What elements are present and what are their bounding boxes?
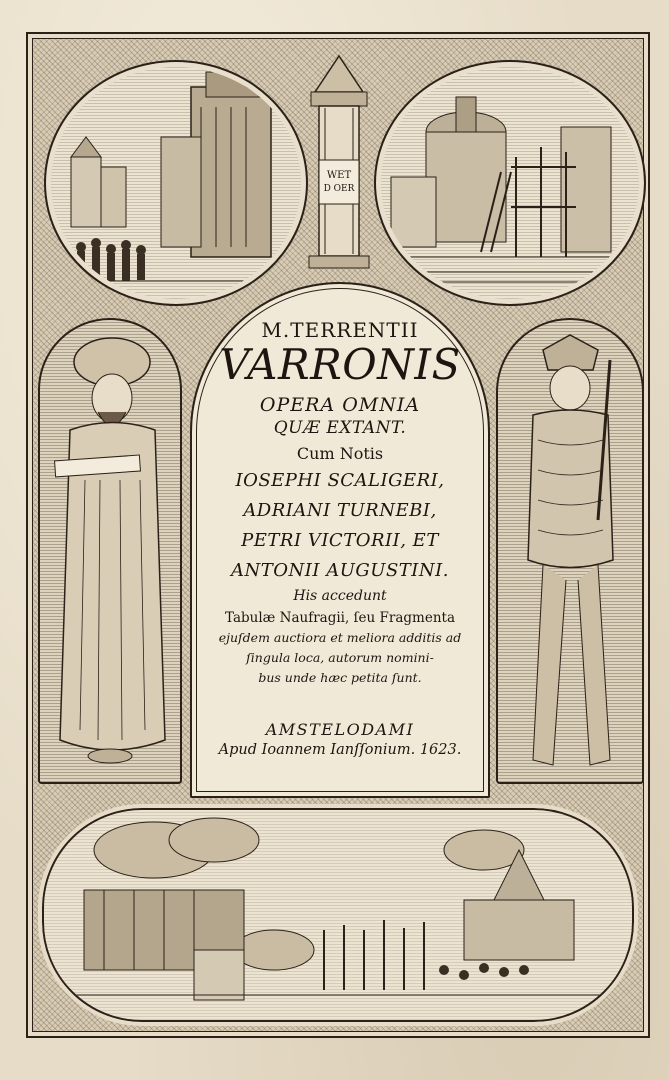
description-line-3: ſingula loca, autorum nomini- <box>246 650 434 665</box>
imprint-place: AMSTELODAMI <box>265 720 415 739</box>
right-niche-soldier <box>496 318 644 784</box>
soldier-figure <box>498 320 642 782</box>
battle-scene-illustration <box>44 810 632 1020</box>
medallion-city-scene-left <box>46 62 306 304</box>
column-inscription-line1: WET <box>326 170 352 181</box>
accedunt-line: His accedunt <box>293 588 387 604</box>
commentator-4: ANTONII AUGUSTINI. <box>231 560 449 581</box>
column-illustration <box>305 52 373 270</box>
commentator-1: IOSEPHI SCALIGERI, <box>235 470 445 491</box>
medallion-tower-scene-right <box>376 62 644 304</box>
tower-scene-illustration <box>381 67 639 299</box>
central-column <box>305 52 373 270</box>
description-line-1: Tabulæ Naufragii, ſeu Fragmenta <box>225 610 455 626</box>
work-title: OPERA OMNIA <box>259 394 421 416</box>
work-subtitle: QUÆ EXTANT. <box>273 418 407 438</box>
commentator-3: PETRI VICTORII, ET <box>241 530 439 551</box>
column-inscription-line2: D OER <box>323 184 355 194</box>
city-scene-illustration <box>51 67 301 299</box>
title-panel <box>190 282 490 798</box>
description-line-2: ejuſdem auctiora et meliora additis ad <box>218 630 462 645</box>
commentator-2: ADRIANI TURNEBI, <box>243 500 437 521</box>
imprint-publisher-date: Apud Ioannem Ianſſonium. 1623. <box>218 742 462 758</box>
description-line-4: bus unde hæc petita ſunt. <box>258 670 422 685</box>
scholar-figure <box>40 320 180 782</box>
author-name: VARRONIS <box>219 340 461 389</box>
bottom-battle-scene <box>42 808 634 1022</box>
author-prefix: M.TERRENTII <box>261 318 419 342</box>
left-niche-scholar <box>38 318 182 784</box>
cum-notis: Cum Notis <box>296 444 384 463</box>
